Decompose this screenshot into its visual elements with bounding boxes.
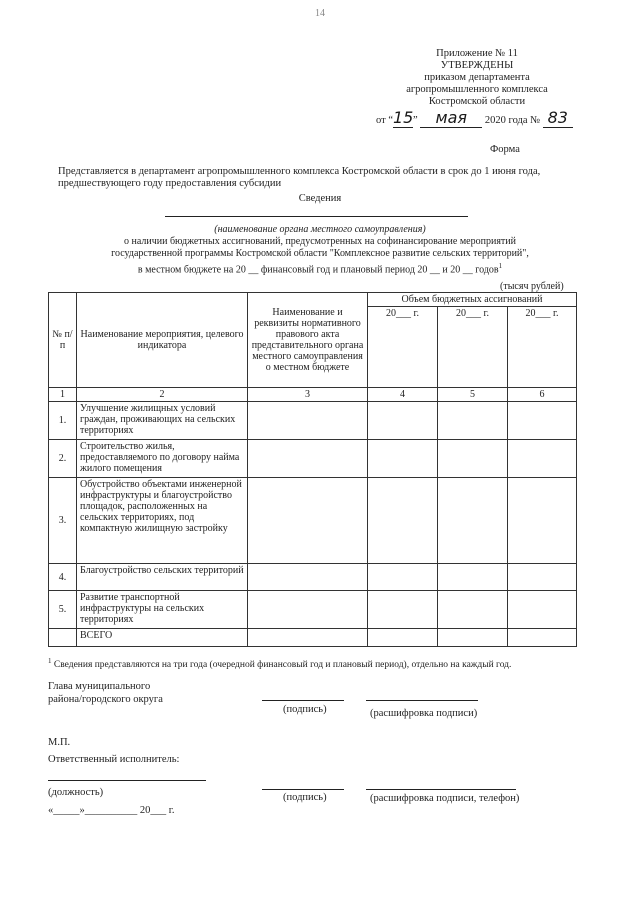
total-label: ВСЕГО bbox=[77, 629, 248, 647]
footnote-mark: 1 bbox=[48, 657, 52, 665]
row-name: Развитие транспортной инфраструктуры на сельских территориях bbox=[77, 591, 248, 629]
table-row bbox=[49, 591, 577, 629]
head-title-line-1: Глава муниципального bbox=[48, 681, 151, 692]
header-act: Наименование и реквизиты нормативного правового акта представительного органа местного самоуправления о местном бюджете bbox=[248, 293, 368, 388]
position-caption: (должность) bbox=[48, 787, 104, 798]
row-name: Улучшение жилищных условий граждан, проживающих на сельских территориях bbox=[77, 402, 248, 440]
row-name: Благоустройство сельских территорий bbox=[77, 564, 248, 591]
footnote-text: Сведения представляются на три года (очередной финансовый год и плановый период), отдельно на каждый год. bbox=[53, 660, 512, 671]
head-title bbox=[48, 680, 163, 706]
total-row bbox=[49, 629, 577, 647]
row-act-cell bbox=[248, 591, 368, 629]
row-year3-cell bbox=[508, 564, 577, 591]
row-year1-cell bbox=[368, 591, 438, 629]
total-year3-cell bbox=[508, 629, 577, 647]
org-name-caption: (наименование органа местного самоуправления) bbox=[214, 224, 426, 235]
executor-decode-caption: (расшифровка подписи, телефон) bbox=[370, 793, 520, 804]
head-title-line-2: района/городского округа bbox=[48, 694, 163, 705]
executor-signature-line bbox=[262, 789, 344, 790]
row-year1-cell bbox=[368, 478, 438, 564]
about-line-2: государственной программы Костромской области "Комплексное развитие сельских территорий", bbox=[111, 248, 529, 259]
col-number-3: 3 bbox=[248, 388, 368, 402]
day-close-quote: ” bbox=[413, 115, 418, 126]
appendix-label: Приложение № 11 bbox=[436, 48, 518, 59]
footnote-ref: 1 bbox=[498, 262, 503, 270]
order-year: 2020 года № bbox=[484, 115, 541, 126]
col-number-6: 6 bbox=[508, 388, 577, 402]
head-decode-line bbox=[366, 700, 478, 701]
department-label: агропромышленного комплекса bbox=[406, 84, 548, 95]
date-line: «_____»__________ 20___ г. bbox=[48, 805, 175, 816]
row-year3-cell bbox=[508, 591, 577, 629]
row-act-cell bbox=[248, 402, 368, 440]
col-number-2: 2 bbox=[77, 388, 248, 402]
order-month: мая bbox=[420, 108, 482, 128]
budget-table bbox=[48, 292, 577, 647]
row-name: Обустройство объектами инженерной инфраструктуры и благоустройство площадок, расположенных на сельских территориях, под компактную жилищную застройку bbox=[77, 478, 248, 564]
row-act-cell bbox=[248, 564, 368, 591]
row-num: 4. bbox=[49, 564, 77, 591]
header-name: Наименование мероприятия, целевого индикатора bbox=[77, 293, 248, 388]
row-num: 3. bbox=[49, 478, 77, 564]
row-year1-cell bbox=[368, 440, 438, 478]
executor-sign-caption: (подпись) bbox=[283, 792, 327, 803]
footnote bbox=[48, 657, 628, 670]
header-num: № п/п bbox=[49, 293, 77, 388]
page-number: 14 bbox=[315, 8, 325, 19]
table-row bbox=[49, 564, 577, 591]
executor-label: Ответственный исполнитель: bbox=[48, 754, 180, 765]
org-name-line bbox=[165, 216, 468, 217]
header-year-2: 20___ г. bbox=[438, 307, 508, 388]
total-year2-cell bbox=[438, 629, 508, 647]
order-label: приказом департамента bbox=[424, 72, 530, 83]
table-row bbox=[49, 402, 577, 440]
col-number-5: 5 bbox=[438, 388, 508, 402]
row-year2-cell bbox=[438, 478, 508, 564]
order-day: 15 bbox=[393, 108, 414, 127]
row-year3-cell bbox=[508, 440, 577, 478]
about-line-1: о наличии бюджетных ассигнований, предусмотренных на софинансирование мероприятий bbox=[124, 236, 516, 247]
table-row bbox=[49, 478, 577, 564]
region-label: Костромской области bbox=[428, 96, 526, 107]
row-year2-cell bbox=[438, 402, 508, 440]
col-number-4: 4 bbox=[368, 388, 438, 402]
head-decode-caption: (расшифровка подписи) bbox=[370, 708, 478, 719]
stamp-label: М.П. bbox=[48, 737, 71, 748]
row-year3-cell bbox=[508, 402, 577, 440]
row-year1-cell bbox=[368, 402, 438, 440]
row-num: 2. bbox=[49, 440, 77, 478]
row-name: Строительство жилья, предоставляемого по договору найма жилого помещения bbox=[77, 440, 248, 478]
order-date-line bbox=[376, 108, 573, 128]
header-year-1: 20___ г. bbox=[368, 307, 438, 388]
row-year1-cell bbox=[368, 564, 438, 591]
approval-block bbox=[372, 48, 582, 108]
total-num-cell bbox=[49, 629, 77, 647]
document-title: Сведения bbox=[298, 193, 342, 204]
executor-decode-line bbox=[366, 789, 516, 790]
row-act-cell bbox=[248, 478, 368, 564]
order-number: 83 bbox=[543, 108, 573, 128]
total-year1-cell bbox=[368, 629, 438, 647]
about-line-3 bbox=[60, 260, 580, 276]
header-volume: Объем бюджетных ассигнований bbox=[368, 293, 577, 307]
row-year2-cell bbox=[438, 564, 508, 591]
form-label: Форма bbox=[490, 144, 520, 155]
units-label: (тысяч рублей) bbox=[500, 281, 564, 292]
about-text bbox=[60, 236, 580, 276]
head-signature-line bbox=[262, 700, 344, 701]
table-row bbox=[49, 440, 577, 478]
row-num: 1. bbox=[49, 402, 77, 440]
row-act-cell bbox=[248, 440, 368, 478]
header-year-3: 20___ г. bbox=[508, 307, 577, 388]
position-line bbox=[48, 780, 206, 781]
row-year3-cell bbox=[508, 478, 577, 564]
approved-label: УТВЕРЖДЕНЫ bbox=[440, 60, 514, 71]
total-act-cell bbox=[248, 629, 368, 647]
presentation-text: Представляется в департамент агропромышленного комплекса Костромской области в срок до 1 июня года, предшествующего году предоставления субсидии bbox=[58, 166, 541, 189]
row-num: 5. bbox=[49, 591, 77, 629]
row-year2-cell bbox=[438, 591, 508, 629]
col-number-1: 1 bbox=[49, 388, 77, 402]
row-year2-cell bbox=[438, 440, 508, 478]
from-label: от “ bbox=[376, 115, 393, 126]
head-sign-caption: (подпись) bbox=[283, 704, 327, 715]
about-line-3-text: в местном бюджете на 20 __ финансовый год и плановый период 20 __ и 20 __ годов bbox=[137, 264, 499, 276]
